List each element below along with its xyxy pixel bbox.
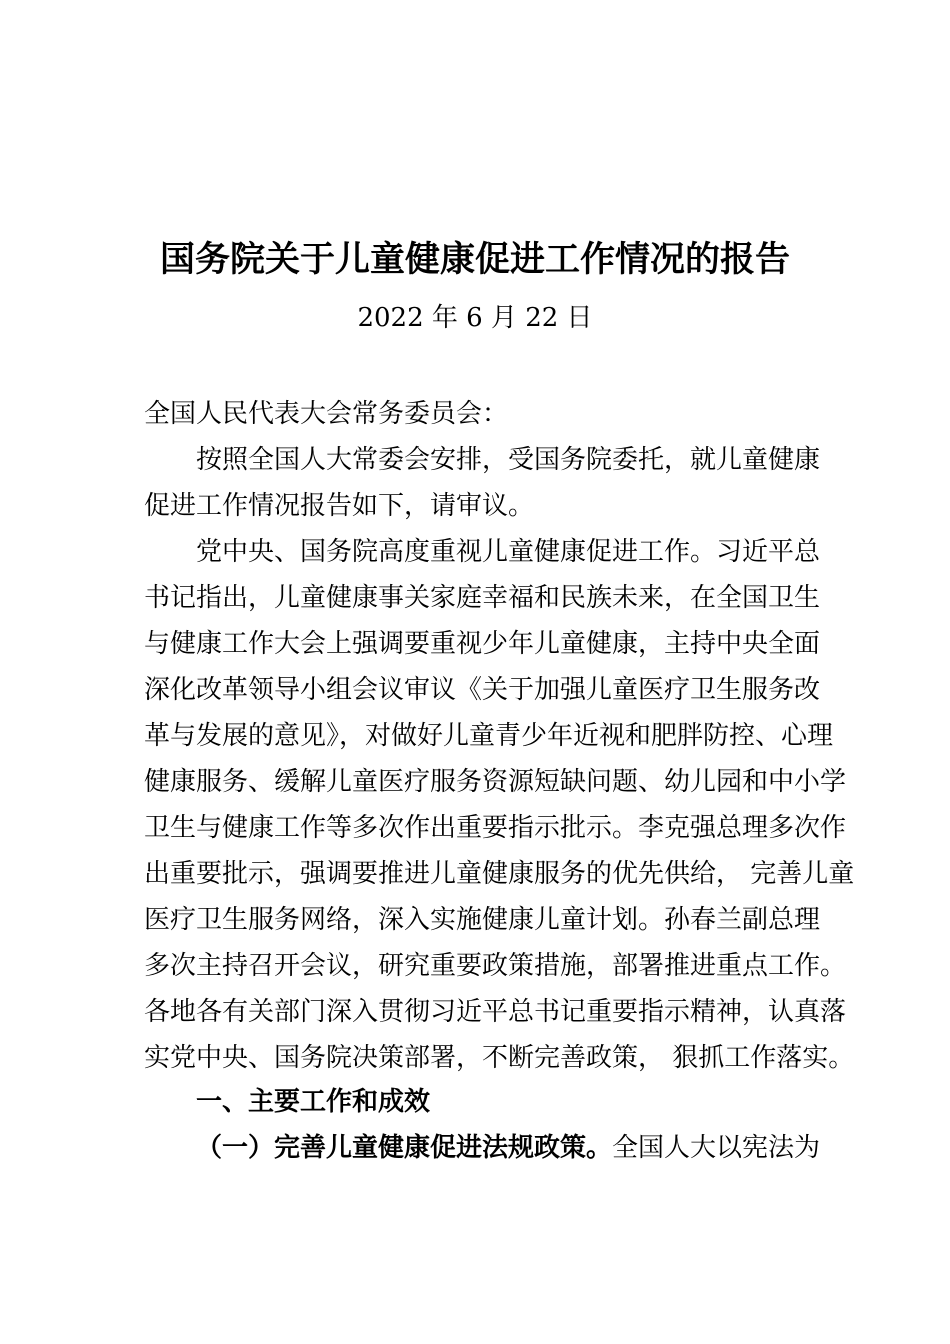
subsection-heading: （一）完善儿童健康促进法规政策。 xyxy=(196,1133,613,1163)
paragraph-line: 健康服务、缓解儿童医疗服务资源短缺问题、幼儿园和中小学 xyxy=(144,767,847,797)
subsection-text: 全国人大以宪法为 xyxy=(612,1133,821,1163)
paragraph-line: 深化改革领导小组会议审议《关于加强儿童医疗卫生服务改 xyxy=(144,675,821,705)
document-date: 2022 年 6 月 22 日 xyxy=(357,303,593,333)
subsection-line xyxy=(196,1128,820,1168)
paragraph-line: 实党中央、国务院决策部署，不断完善政策， 狠抓工作落实。 xyxy=(144,1043,855,1073)
paragraph-line: 书记指出，儿童健康事关家庭幸福和民族未来，在全国卫生 xyxy=(144,583,821,613)
document-title: 国务院关于儿童健康促进工作情况的报告 xyxy=(159,240,790,280)
salutation: 全国人民代表大会常务委员会： xyxy=(144,399,509,429)
paragraph-line: 促进工作情况报告如下，请审议。 xyxy=(144,491,535,521)
paragraph-line: 医疗卫生服务网络，深入实施健康儿童计划。孙春兰副总理 xyxy=(144,905,821,935)
section-heading: 一、主要工作和成效 xyxy=(196,1087,431,1117)
paragraph-line: 与健康工作大会上强调要重视少年儿童健康，主持中央全面 xyxy=(144,629,821,659)
paragraph-line: 多次主持召开会议，研究重要政策措施，部署推进重点工作。 xyxy=(144,951,847,981)
paragraph-line: 按照全国人大常委会安排，受国务院委托，就儿童健康 xyxy=(196,445,821,475)
paragraph-line: 出重要批示，强调要推进儿童健康服务的优先供给， 完善儿童 xyxy=(144,859,855,889)
paragraph-line: 卫生与健康工作等多次作出重要指示批示。李克强总理多次作 xyxy=(144,813,847,843)
paragraph-line: 各地各有关部门深入贯彻习近平总书记重要指示精神，认真落 xyxy=(144,997,847,1027)
paragraph-line: 党中央、国务院高度重视儿童健康促进工作。习近平总 xyxy=(196,537,821,567)
paragraph-line: 革与发展的意见》，对做好儿童青少年近视和肥胖防控、心理 xyxy=(144,721,834,751)
